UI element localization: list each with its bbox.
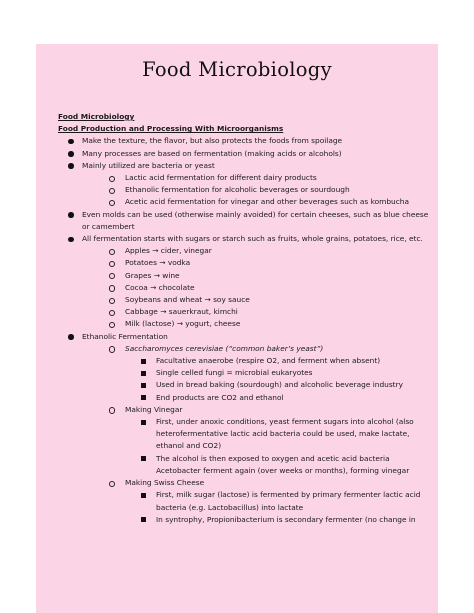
section-subheading: Food Production and Processing With Microorganisms — [58, 124, 284, 134]
list-item: Even molds can be used (otherwise mainly avoided) for certain cheeses, such as blue cheese or camembert — [58, 209, 430, 233]
list-item: Ethanolic fermentation for alcoholic beverages or sourdough — [58, 184, 430, 196]
list-item: Milk (lactose) → yogurt, cheese — [58, 318, 430, 330]
list-item: Single celled fungi = microbial eukaryotes — [58, 367, 430, 379]
list-item: End products are CO2 and ethanol — [58, 392, 430, 404]
list-item: Used in bread baking (sourdough) and alcoholic beverage industry — [58, 379, 430, 391]
list-item: Ethanolic Fermentation — [58, 331, 430, 343]
list-item: The alcohol is then exposed to oxygen and acetic acid bacteria Acetobacter ferment again (over weeks or months), forming vinegar — [58, 453, 430, 477]
list-item: Making Swiss Cheese — [58, 477, 430, 489]
list-item: Cocoa → chocolate — [58, 282, 430, 294]
list-item: In syntrophy, Propionibacterium is secondary fermenter (no change in — [58, 514, 430, 526]
list-item: Lactic acid fermentation for different dairy products — [58, 172, 430, 184]
list-item: Apples → cider, vinegar — [58, 245, 430, 257]
list-item: Potatoes → vodka — [58, 257, 430, 269]
list-item: Facultative anaerobe (respire O2, and ferment when absent) — [58, 355, 430, 367]
list-item: Soybeans and wheat → soy sauce — [58, 294, 430, 306]
list-item: Many processes are based on fermentation (making acids or alcohols) — [58, 148, 430, 160]
document-page — [36, 44, 438, 613]
list-item: First, under anoxic conditions, yeast ferment sugars into alcohol (also heterofermentative lactic acid bacteria could be used, make lactate, ethanol and CO2) — [58, 416, 430, 453]
list-item: First, milk sugar (lactose) is fermented by primary fermenter lactic acid bacteria (e.g. Lactobacillus) into lactate — [58, 489, 430, 513]
list-item: Cabbage → sauerkraut, kimchi — [58, 306, 430, 318]
list-item: Mainly utilized are bacteria or yeast — [58, 160, 430, 172]
list-item: Make the texture, the flavor, but also protects the foods from spoilage — [58, 135, 430, 147]
list-item: Acetic acid fermentation for vinegar and other beverages such as kombucha — [58, 196, 430, 208]
document-title: Food Microbiology — [142, 58, 332, 81]
bullet-list — [58, 135, 430, 526]
list-item: Making Vinegar — [58, 404, 430, 416]
list-item: Saccharomyces cerevisiae (“common baker’s yeast”) — [58, 343, 430, 355]
list-item: All fermentation starts with sugars or starch such as fruits, whole grains, potatoes, rice, etc. — [58, 233, 430, 245]
section-heading: Food Microbiology — [58, 112, 135, 121]
list-item: Grapes → wine — [58, 270, 430, 282]
document-body — [58, 111, 430, 526]
